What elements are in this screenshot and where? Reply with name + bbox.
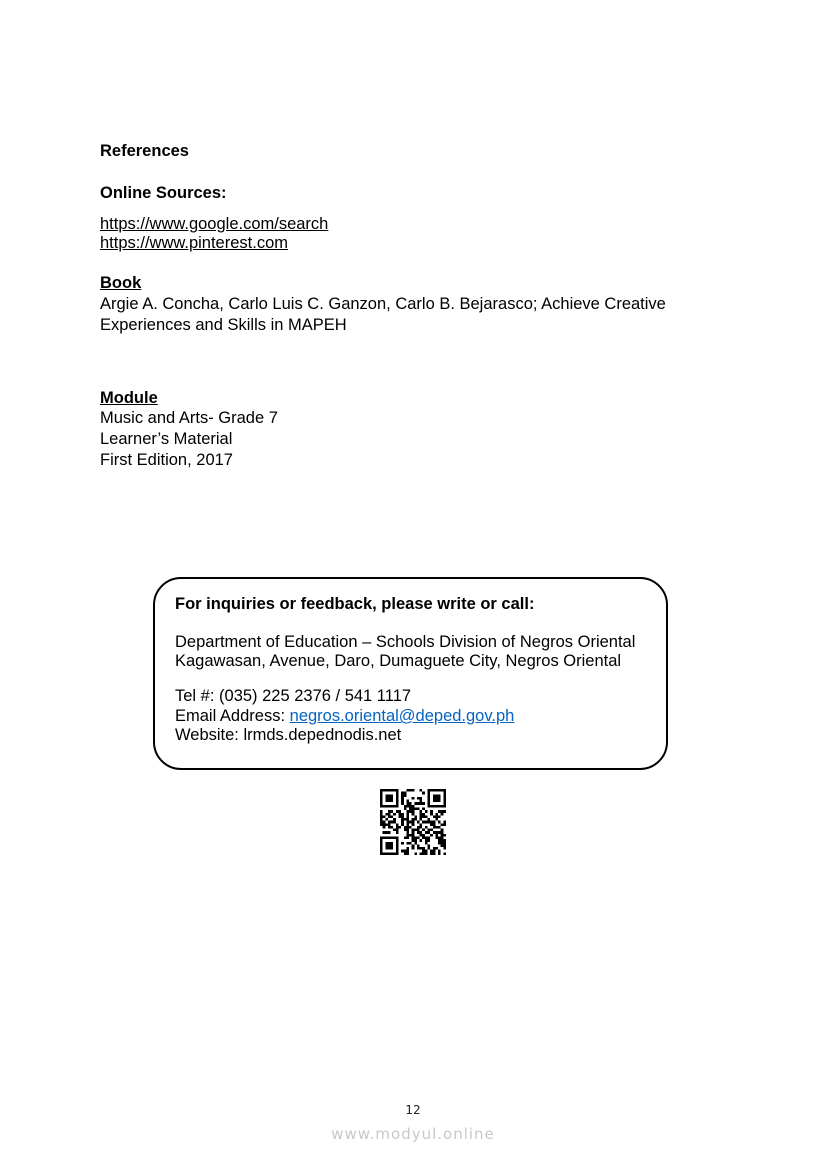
website: Website: lrmds.depednodis.net bbox=[175, 726, 402, 744]
online-sources-heading: Online Sources: bbox=[100, 184, 227, 202]
module-material: Learner’s Material bbox=[100, 430, 233, 448]
book-heading: Book bbox=[100, 274, 142, 292]
page-number: 12 bbox=[405, 1103, 421, 1117]
book-citation-line: Argie A. Concha, Carlo Luis C. Ganzon, Carlo B. Bejarasco; Achieve Creative bbox=[100, 295, 666, 313]
module-title: Music and Arts- Grade 7 bbox=[100, 409, 278, 427]
telephone: Tel #: (035) 225 2376 / 541 1117 bbox=[175, 687, 412, 705]
references-heading: References bbox=[100, 142, 189, 160]
qr-code bbox=[380, 789, 446, 855]
email-link[interactable]: negros.oriental@deped.gov.ph bbox=[289, 707, 515, 725]
watermark: www.modyul.online bbox=[331, 1125, 495, 1143]
address-line: Department of Education – Schools Division of Negros Oriental bbox=[175, 633, 636, 651]
google-search-link[interactable]: https://www.google.com/search bbox=[100, 215, 329, 233]
module-heading: Module bbox=[100, 389, 158, 407]
email-label: Email Address: bbox=[175, 707, 290, 725]
pinterest-link[interactable]: https://www.pinterest.com bbox=[100, 234, 288, 252]
book-citation-line: Experiences and Skills in MAPEH bbox=[100, 316, 347, 334]
address-line: Kagawasan, Avenue, Daro, Dumaguete City, Negros Oriental bbox=[175, 652, 622, 670]
email-line bbox=[175, 706, 514, 726]
module-edition: First Edition, 2017 bbox=[100, 451, 233, 469]
contact-heading: For inquiries or feedback, please write or call: bbox=[175, 595, 535, 613]
